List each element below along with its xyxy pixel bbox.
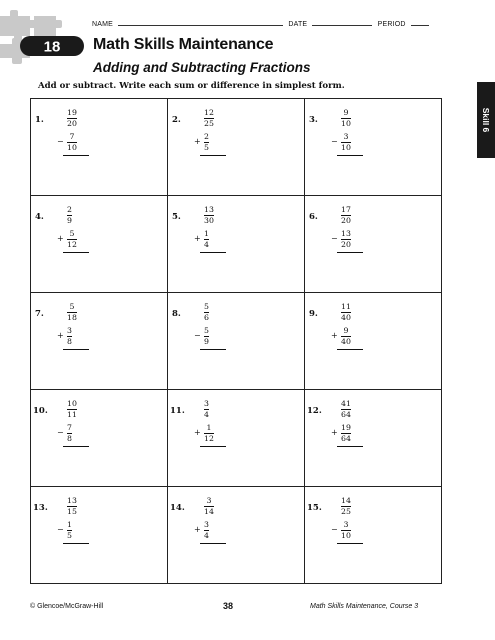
answer-line	[337, 349, 363, 350]
second-fraction	[341, 327, 351, 346]
second-fraction	[341, 521, 351, 540]
problem-cell[interactable]	[305, 390, 442, 487]
denominator: 64	[341, 433, 351, 443]
denominator: 10	[341, 118, 351, 128]
denominator: 11	[67, 409, 77, 419]
denominator: 8	[67, 433, 72, 443]
numerator: 3	[67, 326, 72, 335]
denominator: 9	[67, 215, 72, 225]
operator: −	[194, 331, 201, 340]
answer-line	[63, 252, 89, 253]
numerator: 7	[69, 132, 75, 141]
numerator: 3	[343, 520, 349, 529]
operator: −	[57, 137, 64, 146]
numerator: 13	[341, 229, 351, 238]
answer-line	[63, 543, 89, 544]
first-fraction	[204, 206, 214, 225]
answer-line	[200, 155, 226, 156]
numerator: 9	[343, 108, 349, 117]
denominator: 5	[67, 530, 72, 540]
answer-line	[200, 252, 226, 253]
numerator: 19	[67, 108, 77, 117]
date-blank[interactable]	[312, 18, 372, 26]
name-label: NAME	[92, 21, 114, 28]
problem-cell[interactable]	[31, 196, 168, 293]
problem-number: 6.	[309, 212, 318, 222]
denominator: 40	[341, 312, 351, 322]
first-fraction	[341, 497, 351, 516]
answer-line	[200, 543, 226, 544]
problem-cell[interactable]	[31, 99, 168, 196]
problem-cell[interactable]	[168, 99, 305, 196]
numerator: 1	[67, 520, 72, 529]
denominator: 15	[67, 506, 77, 516]
problem-number: 8.	[172, 309, 181, 319]
answer-line	[63, 349, 89, 350]
second-fraction	[67, 230, 77, 249]
problem-cell[interactable]	[168, 390, 305, 487]
operator: +	[194, 428, 201, 437]
operator: +	[57, 331, 64, 340]
denominator: 4	[204, 239, 209, 249]
numerator: 2	[67, 205, 72, 214]
numerator: 7	[67, 423, 72, 432]
denominator: 20	[341, 239, 351, 249]
problem-number: 14.	[170, 503, 185, 513]
problem-row	[31, 196, 442, 293]
numerator: 19	[341, 423, 351, 432]
operator: +	[194, 525, 201, 534]
period-label: PERIOD	[377, 21, 406, 28]
operator: +	[57, 234, 64, 243]
numerator: 41	[341, 399, 351, 408]
first-fraction	[67, 109, 77, 128]
denominator: 20	[67, 118, 77, 128]
problem-cell[interactable]	[31, 293, 168, 390]
numerator: 3	[343, 132, 349, 141]
problem-number: 3.	[309, 115, 318, 125]
operator: −	[57, 428, 64, 437]
name-date-period-line	[92, 18, 432, 28]
problem-number: 12.	[307, 406, 322, 416]
first-fraction	[67, 206, 72, 225]
problem-number: 10.	[33, 406, 48, 416]
problem-row	[31, 487, 442, 584]
skill-tab	[477, 82, 495, 158]
denominator: 20	[341, 215, 351, 225]
second-fraction	[204, 424, 214, 443]
denominator: 25	[204, 118, 214, 128]
problem-cell[interactable]	[31, 390, 168, 487]
first-fraction	[67, 497, 77, 516]
denominator: 8	[67, 336, 72, 346]
answer-line	[63, 446, 89, 447]
numerator: 14	[341, 496, 351, 505]
numerator: 3	[204, 520, 209, 529]
problem-cell[interactable]	[305, 99, 442, 196]
answer-line	[337, 543, 363, 544]
denominator: 10	[341, 530, 351, 540]
first-fraction	[341, 206, 351, 225]
numerator: 10	[67, 399, 77, 408]
numerator: 12	[204, 108, 214, 117]
problem-row	[31, 293, 442, 390]
numerator: 17	[341, 205, 351, 214]
denominator: 5	[204, 142, 209, 152]
denominator: 4	[204, 409, 209, 419]
denominator: 12	[204, 433, 214, 443]
numerator: 9	[343, 326, 349, 335]
denominator: 64	[341, 409, 351, 419]
first-fraction	[67, 400, 77, 419]
problem-cell[interactable]	[31, 487, 168, 584]
numerator: 13	[204, 205, 214, 214]
problem-number: 11.	[170, 406, 185, 416]
second-fraction	[341, 230, 351, 249]
answer-line	[200, 349, 226, 350]
denominator: 9	[204, 336, 209, 346]
first-fraction	[341, 303, 351, 322]
answer-line	[337, 155, 363, 156]
second-fraction	[67, 327, 72, 346]
chapter-number: 18	[43, 38, 61, 56]
puzzle-piece-badge	[0, 10, 90, 70]
operator: +	[331, 331, 338, 340]
problem-grid	[30, 98, 442, 584]
operator: +	[331, 428, 338, 437]
numerator: 2	[204, 132, 209, 141]
numerator: 3	[206, 496, 212, 505]
page-title: Math Skills Maintenance	[93, 36, 274, 53]
problem-number: 2.	[172, 115, 181, 125]
second-fraction	[67, 424, 72, 443]
operator: −	[57, 525, 64, 534]
problem-cell[interactable]	[305, 487, 442, 584]
operator: −	[331, 525, 338, 534]
footer-course: Math Skills Maintenance, Course 3	[310, 603, 419, 610]
operator: −	[331, 137, 338, 146]
skill-tab-label: Skill 6	[481, 107, 491, 133]
denominator: 40	[341, 336, 351, 346]
second-fraction	[341, 133, 351, 152]
problem-cell[interactable]	[168, 293, 305, 390]
problem-number: 7.	[35, 309, 44, 319]
numerator: 11	[341, 302, 351, 311]
first-fraction	[341, 400, 351, 419]
second-fraction	[204, 521, 209, 540]
first-fraction	[204, 497, 214, 516]
page-subtitle: Adding and Subtracting Fractions	[93, 60, 311, 75]
numerator: 5	[69, 302, 75, 311]
name-blank[interactable]	[118, 18, 283, 26]
second-fraction	[204, 133, 209, 152]
first-fraction	[341, 109, 351, 128]
numerator: 1	[204, 229, 209, 238]
denominator: 4	[204, 530, 209, 540]
problem-number: 5.	[172, 212, 181, 222]
puzzle-piece-3	[34, 16, 62, 36]
denominator: 10	[67, 142, 77, 152]
answer-line	[63, 155, 89, 156]
instructions: Add or subtract. Write each sum or difference in simplest form.	[38, 81, 345, 91]
problem-number: 13.	[33, 503, 48, 513]
numerator: 13	[67, 496, 77, 505]
numerator: 5	[69, 229, 75, 238]
footer-copyright: © Glencoe/McGraw-Hill	[30, 603, 104, 610]
denominator: 14	[204, 506, 214, 516]
numerator: 1	[206, 423, 212, 432]
problem-number: 9.	[309, 309, 318, 319]
problem-number: 1.	[35, 115, 44, 125]
denominator: 25	[341, 506, 351, 516]
second-fraction	[341, 424, 351, 443]
problem-number: 15.	[307, 503, 322, 513]
denominator: 6	[204, 312, 209, 322]
problem-number: 4.	[35, 212, 44, 222]
operator: +	[194, 137, 201, 146]
problem-cell[interactable]	[305, 196, 442, 293]
footer-page-number: 38	[223, 601, 234, 611]
answer-line	[337, 252, 363, 253]
answer-line	[337, 446, 363, 447]
second-fraction	[204, 230, 209, 249]
date-label: DATE	[288, 21, 308, 28]
operator: +	[194, 234, 201, 243]
first-fraction	[204, 303, 209, 322]
problem-row	[31, 390, 442, 487]
second-fraction	[67, 521, 72, 540]
period-blank[interactable]	[411, 18, 429, 26]
problem-cell[interactable]	[305, 293, 442, 390]
first-fraction	[67, 303, 77, 322]
second-fraction	[67, 133, 77, 152]
denominator: 30	[204, 215, 214, 225]
answer-line	[200, 446, 226, 447]
problem-cell[interactable]	[168, 196, 305, 293]
denominator: 12	[67, 239, 77, 249]
first-fraction	[204, 400, 209, 419]
numerator: 5	[204, 326, 209, 335]
operator: −	[331, 234, 338, 243]
numerator: 3	[204, 399, 209, 408]
denominator: 18	[67, 312, 77, 322]
denominator: 10	[341, 142, 351, 152]
numerator: 5	[204, 302, 209, 311]
problem-cell[interactable]	[168, 487, 305, 584]
problem-row	[31, 99, 442, 196]
second-fraction	[204, 327, 209, 346]
first-fraction	[204, 109, 214, 128]
